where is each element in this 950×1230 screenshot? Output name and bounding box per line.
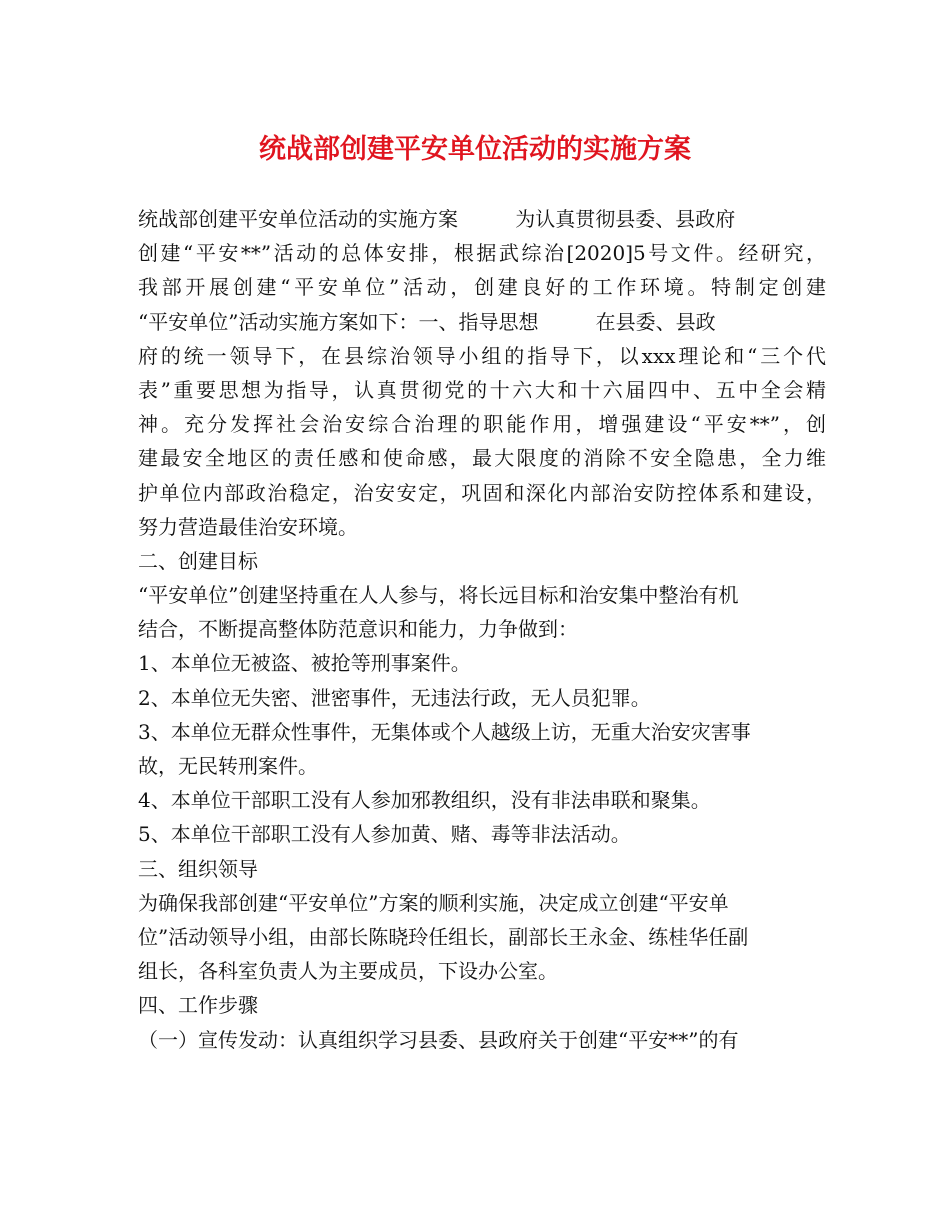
body-line: 神。充分发挥社会治安综合治理的职能作用，增强建设“平安**”，创 [138,412,826,437]
body-line: 统战部创建平安单位活动的实施方案 为认真贯彻县委、县政府 [138,207,736,231]
body-line: 表”重要思想为指导，认真贯彻党的十六大和十六届四中、五中全会精 [138,377,826,402]
body-line: 府的统一领导下，在县综治领导小组的指导下，以xxx理论和“三个代 [138,343,826,368]
body-line: 为确保我部创建“平安单位”方案的顺利实施，决定成立创建“平安单 [138,890,729,915]
body-line: 5、本单位干部职工没有人参加黄、赌、毒等非法活动。 [138,822,631,847]
body-line: 建最安全地区的责任感和使命感，最大限度的消除不安全隐患，全力维 [138,446,826,471]
body-line: 努力营造最佳治安环境。 [138,514,358,539]
body-line: 创建“平安**”活动的总体安排，根据武综治[2020]5号文件。经研究， [138,241,826,266]
body-line: “平安单位”活动实施方案如下：一、指导思想 在县委、县政 [138,309,716,334]
document-body [138,202,826,1057]
body-line: 我部开展创建“平安单位”活动，创建良好的工作环境。特制定创建 [138,275,826,300]
body-line: 1、本单位无被盗、被抢等刑事案件。 [138,651,471,676]
body-line: 位”活动领导小组，由部长陈晓玲任组长，副部长王永金、练桂华任副 [138,924,749,949]
body-line: 三、组织领导 [138,856,258,881]
body-line: 3、本单位无群众性事件，无集体或个人越级上访，无重大治安灾害事 [138,719,751,744]
body-line: 故，无民转刑案件。 [138,754,318,778]
body-line: 二、创建目标 [138,548,258,573]
body-line: 结合，不断提高整体防范意识和能力，力争做到： [138,617,578,642]
body-line: “平安单位”创建坚持重在人人参与，将长远目标和治安集中整治有机 [138,583,739,608]
body-line: 组长，各科室负责人为主要成员，下设办公室。 [138,959,558,984]
body-line: 2、本单位无失密、泄密事件，无违法行政，无人员犯罪。 [138,685,651,710]
body-line: 护单位内部政治稳定，治安安定，巩固和深化内部治安防控体系和建设， [138,480,826,505]
body-line: 四、工作步骤 [138,993,258,1018]
document-title: 统战部创建平安单位活动的实施方案 [259,134,691,165]
body-line: （一）宣传发动：认真组织学习县委、县政府关于创建“平安**”的有 [138,1027,739,1052]
body-line: 4、本单位干部职工没有人参加邪教组织，没有非法串联和聚集。 [138,788,711,813]
